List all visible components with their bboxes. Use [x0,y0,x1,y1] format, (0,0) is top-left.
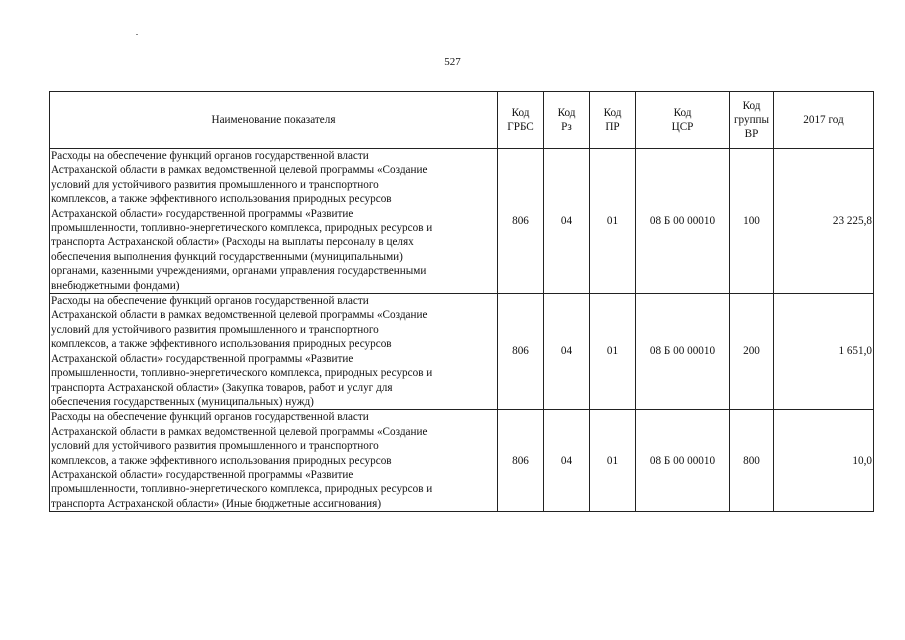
cell-rz: 04 [544,410,590,512]
cell-vr: 100 [730,149,774,294]
header-grbs: Код ГРБС [498,92,544,149]
cell-pr: 01 [590,294,636,410]
cell-vr: 200 [730,294,774,410]
table-row [50,410,874,512]
header-pr: Код ПР [590,92,636,149]
cell-csr: 08 Б 00 00010 [636,410,730,512]
cell-pr: 01 [590,410,636,512]
header-year: 2017 год [774,92,874,149]
cell-csr: 08 Б 00 00010 [636,149,730,294]
cell-grbs: 806 [498,294,544,410]
header-row [50,92,874,149]
table-row [50,149,874,294]
cell-vr: 800 [730,410,774,512]
cell-rz: 04 [544,149,590,294]
cell-csr: 08 Б 00 00010 [636,294,730,410]
header-rz: Код Рз [544,92,590,149]
header-name: Наименование показателя [50,92,498,149]
scan-speck [136,34,138,35]
header-vr: Код группы ВР [730,92,774,149]
cell-rz: 04 [544,294,590,410]
row-description: Расходы на обеспечение функций органов государственной власти Астраханской области в рамках ведомственной целевой программы «Создание условий для устойчивого развития промышленного и транспортного комплексов, а также эффективного использования природных ресурсов Астраханской области» государственной программы «Развитие промышленности, топливно-энергетического комплекса, природных ресурсов и транспорта Астраханской области» (Расходы на выплаты персоналу в целях обеспечения выполнения функций государственными (муниципальными) органами, казенными учреждениями, органами управления государственными внебюджетными фондами) [50,149,498,294]
table-row [50,294,874,410]
page-number: 527 [444,56,461,68]
row-description: Расходы на обеспечение функций органов государственной власти Астраханской области в рамках ведомственной целевой программы «Создание условий для устойчивого развития промышленного и транспортного комплексов, а также эффективного использования природных ресурсов Астраханской области» государственной программы «Развитие промышленности, топливно-энергетического комплекса, природных ресурсов и транспорта Астраханской области» (Иные бюджетные ассигнования) [50,410,498,512]
cell-grbs: 806 [498,410,544,512]
cell-amount: 23 225,8 [774,149,874,294]
header-csr: Код ЦСР [636,92,730,149]
cell-amount: 10,0 [774,410,874,512]
cell-amount: 1 651,0 [774,294,874,410]
cell-pr: 01 [590,149,636,294]
budget-table [49,91,874,512]
cell-grbs: 806 [498,149,544,294]
row-description: Расходы на обеспечение функций органов государственной власти Астраханской области в рамках ведомственной целевой программы «Создание условий для устойчивого развития промышленного и транспортного комплексов, а также эффективного использования природных ресурсов Астраханской области» государственной программы «Развитие промышленности, топливно-энергетического комплекса, природных ресурсов и транспорта Астраханской области» (Закупка товаров, работ и услуг для обеспечения государственных (муниципальных) нужд) [50,294,498,410]
